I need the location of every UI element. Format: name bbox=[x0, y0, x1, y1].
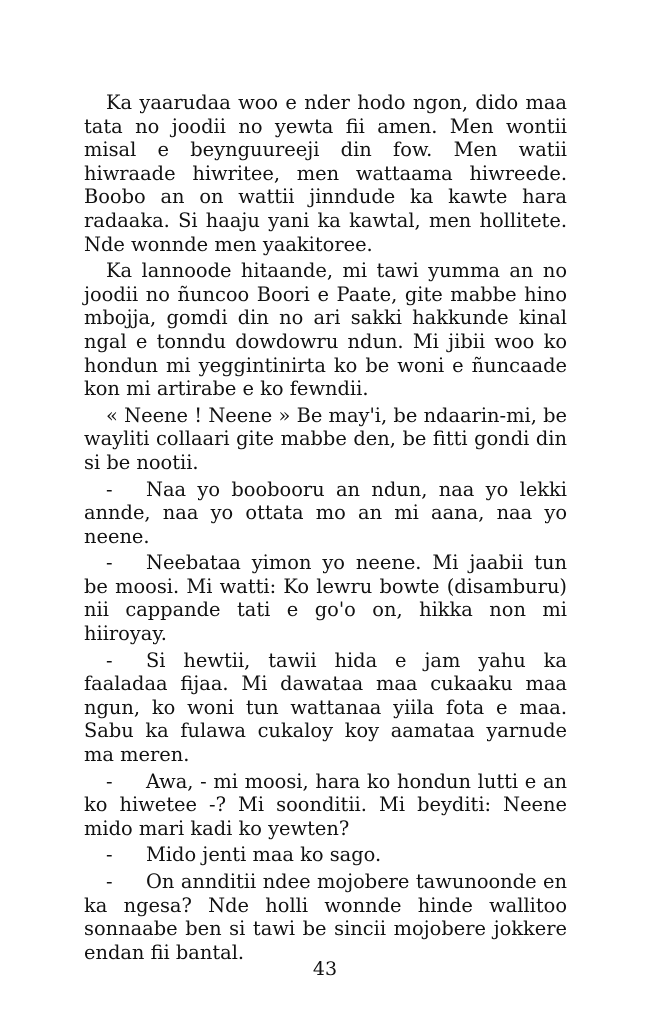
dialogue-dash: - bbox=[106, 843, 113, 867]
dialogue-text: Si hewtii, tawii hida e jam yahu ka faaladaa fijaa. Mi dawataa maa cukaaku maa ngun, ko woni tun wattanaa yiila fota e maa. Sabu ka fulawa cukaloy koy aamataa yarnude ma meren. bbox=[84, 648, 567, 767]
dialogue-line-5 bbox=[84, 843, 567, 867]
dialogue-dash: - bbox=[106, 477, 113, 501]
paragraph-1: Ka yaarudaa woo e nder hodo ngon, dido maa tata no joodii no yewta fii amen. Men wontii misal e beynguureeji din fow. Men watii hiwraade hiwritee, men wattaama hiwreede. Boobo an on wattii jinndude ka kawte hara radaaka. Si haaju yani ka kawtal, men hollitete. Nde wonnde men yaakitoree. bbox=[84, 91, 567, 256]
dialogue-line-1 bbox=[84, 478, 567, 549]
dialogue-line-2 bbox=[84, 551, 567, 645]
dialogue-text: Mido jenti maa ko sago. bbox=[146, 843, 382, 867]
dialogue-dash: - bbox=[106, 551, 113, 575]
dialogue-text: Awa, - mi moosi, hara ko hondun lutti e an ko hiwetee -? Mi soonditii. Mi beyditi: Neene mido mari kadi ko yewten? bbox=[84, 769, 567, 840]
dialogue-line-6 bbox=[84, 870, 567, 964]
dialogue-line-3 bbox=[84, 649, 567, 767]
dialogue-line-4 bbox=[84, 770, 567, 841]
dialogue-text: Neebataa yimon yo neene. Mi jaabii tun be moosi. Mi watti: Ko lewru bowte (disamburu) nii cappande tati e go'o on, hikka non mi hiiroyay. bbox=[84, 551, 567, 646]
paragraph-2: Ka lannoode hitaande, mi tawi yumma an no joodii no ñuncoo Boori e Paate, gite mabbe hino mbojja, gomdi din no ari sakki hakkunde kinal ngal e tonndu dowdowru ndun. Mi jibii woo ko hondun mi yeggintinirta ko be woni e ñuncaade kon mi artirabe e ko fewndii. bbox=[84, 259, 567, 401]
dialogue-dash: - bbox=[106, 648, 113, 672]
paragraph-3: « Neene ! Neene » Be may'i, be ndaarin-mi, be wayliti collaari gite mabbe den, be fitti gondi din si be nootii. bbox=[84, 403, 567, 474]
page-number: 43 bbox=[312, 958, 338, 980]
dialogue-text: Naa yo boobooru an ndun, naa yo lekki annde, naa yo ottata mo an mi aana, naa yo neene. bbox=[84, 477, 567, 548]
dialogue-dash: - bbox=[106, 769, 113, 793]
dialogue-text: On annditii ndee mojobere tawunoonde en ka ngesa? Nde holli wonnde hinde wallitoo sonnaabe ben si tawi be sincii mojobere jokkere endan fii bantal. bbox=[84, 870, 567, 964]
dialogue-dash: - bbox=[106, 870, 113, 893]
book-page bbox=[84, 91, 567, 967]
